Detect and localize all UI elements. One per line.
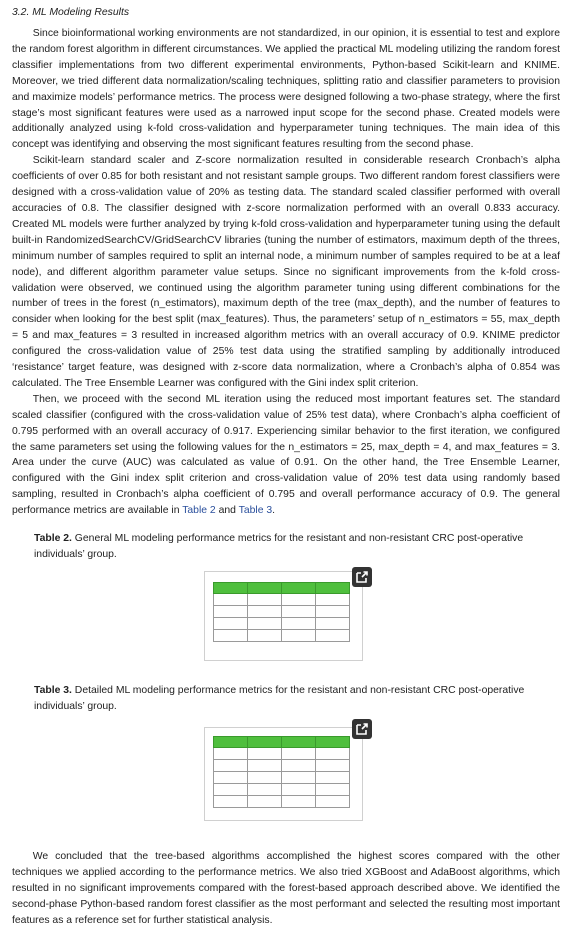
table-3-caption [12,683,560,715]
table-3-link[interactable]: Table 3 [238,505,273,517]
paragraph-3 [12,392,560,519]
table-3-label: Table 3. [34,685,72,697]
section-heading: 3.2. ML Modeling Results [12,7,130,18]
and-text: and [215,505,239,517]
table-2-thumbnail[interactable] [204,571,363,661]
paragraph-3-text: Then, we proceed with the second ML iteration using the reduced most important features set. The standard scaled classifier (configured with the cross-validation value of 25% test data), where Cronbach’s alpha coefficient of 0.795 performed with an overall accuracy of 0.917. Experiencing similar behavior to the first iteration, we configured the same parameters set using the following values for the n_estimators = 25, max_depth = 4, and max_features = 3. Area under the curve (AUC) was calculated as value of 0.91. On the other hand, the Tree Ensemble Learner, configured with the Gini index split criterion and cross-validation value of 20% test data using randomly based sampling, resulted in Cronbach’s alpha coefficient of 0.795 and overall performance accuracy of 0.9. The general performance metrics are available in [12,393,560,517]
table-2-preview [213,582,350,642]
table-2-caption-text: General ML modeling performance metrics for the resistant and non-resistant CRC post-operative individuals’ group. [34,533,524,561]
table-2-figure [12,563,560,683]
paragraph-final: We concluded that the tree-based algorithms accomplished the highest scores compared with the other techniques we applied according to the performance metrics. We also tried XGBoost and AdaBoost algorithms, which resulted in no significant improvements compared with the forest-based approach described above. We identified the second-phase Python-based random forest classifier as the most performant and selected the resulting most important features as a reference set for further statistical analysis. [12,851,560,926]
table-2-caption [12,531,560,563]
period-text: . [272,505,276,517]
table-3-figure [12,715,560,847]
table-2-link[interactable]: Table 2 [182,505,216,517]
open-in-new-icon[interactable] [352,567,372,587]
paragraph-1: Since bioinformational working environments are not standardized, in our opinion, it is essential to test and explore the random forest algorithm in different circumstances. We applied the practical ML modeling utilizing the random forest classifier implementations from two different experimental environments, Python-based Scikit-learn and KNIME. Moreover, we tried different data normalization/scaling techniques, splitting ratio and classifier parameters to provision and maximize models’ performance metrics. The process were designed following a two-phase strategy, where the first stage’s most significant features were used as a narrowed input scope for the second phase. Created models were additionally analyzed using k-fold cross-validation and hyperparameter tuning techniques. The main idea of this concept was identifying and observing the most significant features resulting from the second phase. [12,28,560,151]
table-2-label: Table 2. [34,533,72,545]
table-3-preview [213,736,350,808]
paragraph-2: Scikit-learn standard scaler and Z-score normalization resulted in considerable research Cronbach’s alpha coefficients of over 0.85 for both resistant and not resistant sample groups. Two different random forest classifiers were designed with a cross-validation value of 20% as testing data. The standard scaled classifier performed with overall accuracies of 0.8. The classifier designed with z-score normalization performed with an overall 0.833 accuracy. Created ML models were further analyzed by trying k-fold cross-validation and hyperparameter tuning using the default built-in RandomizedSearchCV/GridSearchCV libraries (tuning the number of estimators, maximum depth of the threes, minimum number of samples required to split an internal node, a minimum number of samples required to be at a leaf node), and different algorithm parameter value setups. Since no significant improvements from the k-fold cross-validation were observed, we continued using the algorithm parameter tuning using different combinations for the number of trees in the forest (n_estimators), maximum depth of the tree (max_depth), and the number of features to consider when looking for the best split (max_features). Thus, the parameters’ setup of n_estimators = 55, max_depth = 5 and max_features = 3 resulted in increased algorithm metrics with an overall accuracy of 0.9. KNIME predictor configured the cross-validation value of 25% test data using the stratified sampling by additionally introduced ‘resistance’ target feature, was designed with z-score data normalization, where a Cronbach’s alpha of 0.854 was calculated. The Tree Ensemble Learner was configured with the Gini index split criterion. [12,155,560,389]
table-3-thumbnail[interactable] [204,727,363,821]
table-3-caption-text: Detailed ML modeling performance metrics for the resistant and non-resistant CRC post-operative individuals’ group. [34,685,525,713]
open-in-new-icon[interactable] [352,719,372,739]
